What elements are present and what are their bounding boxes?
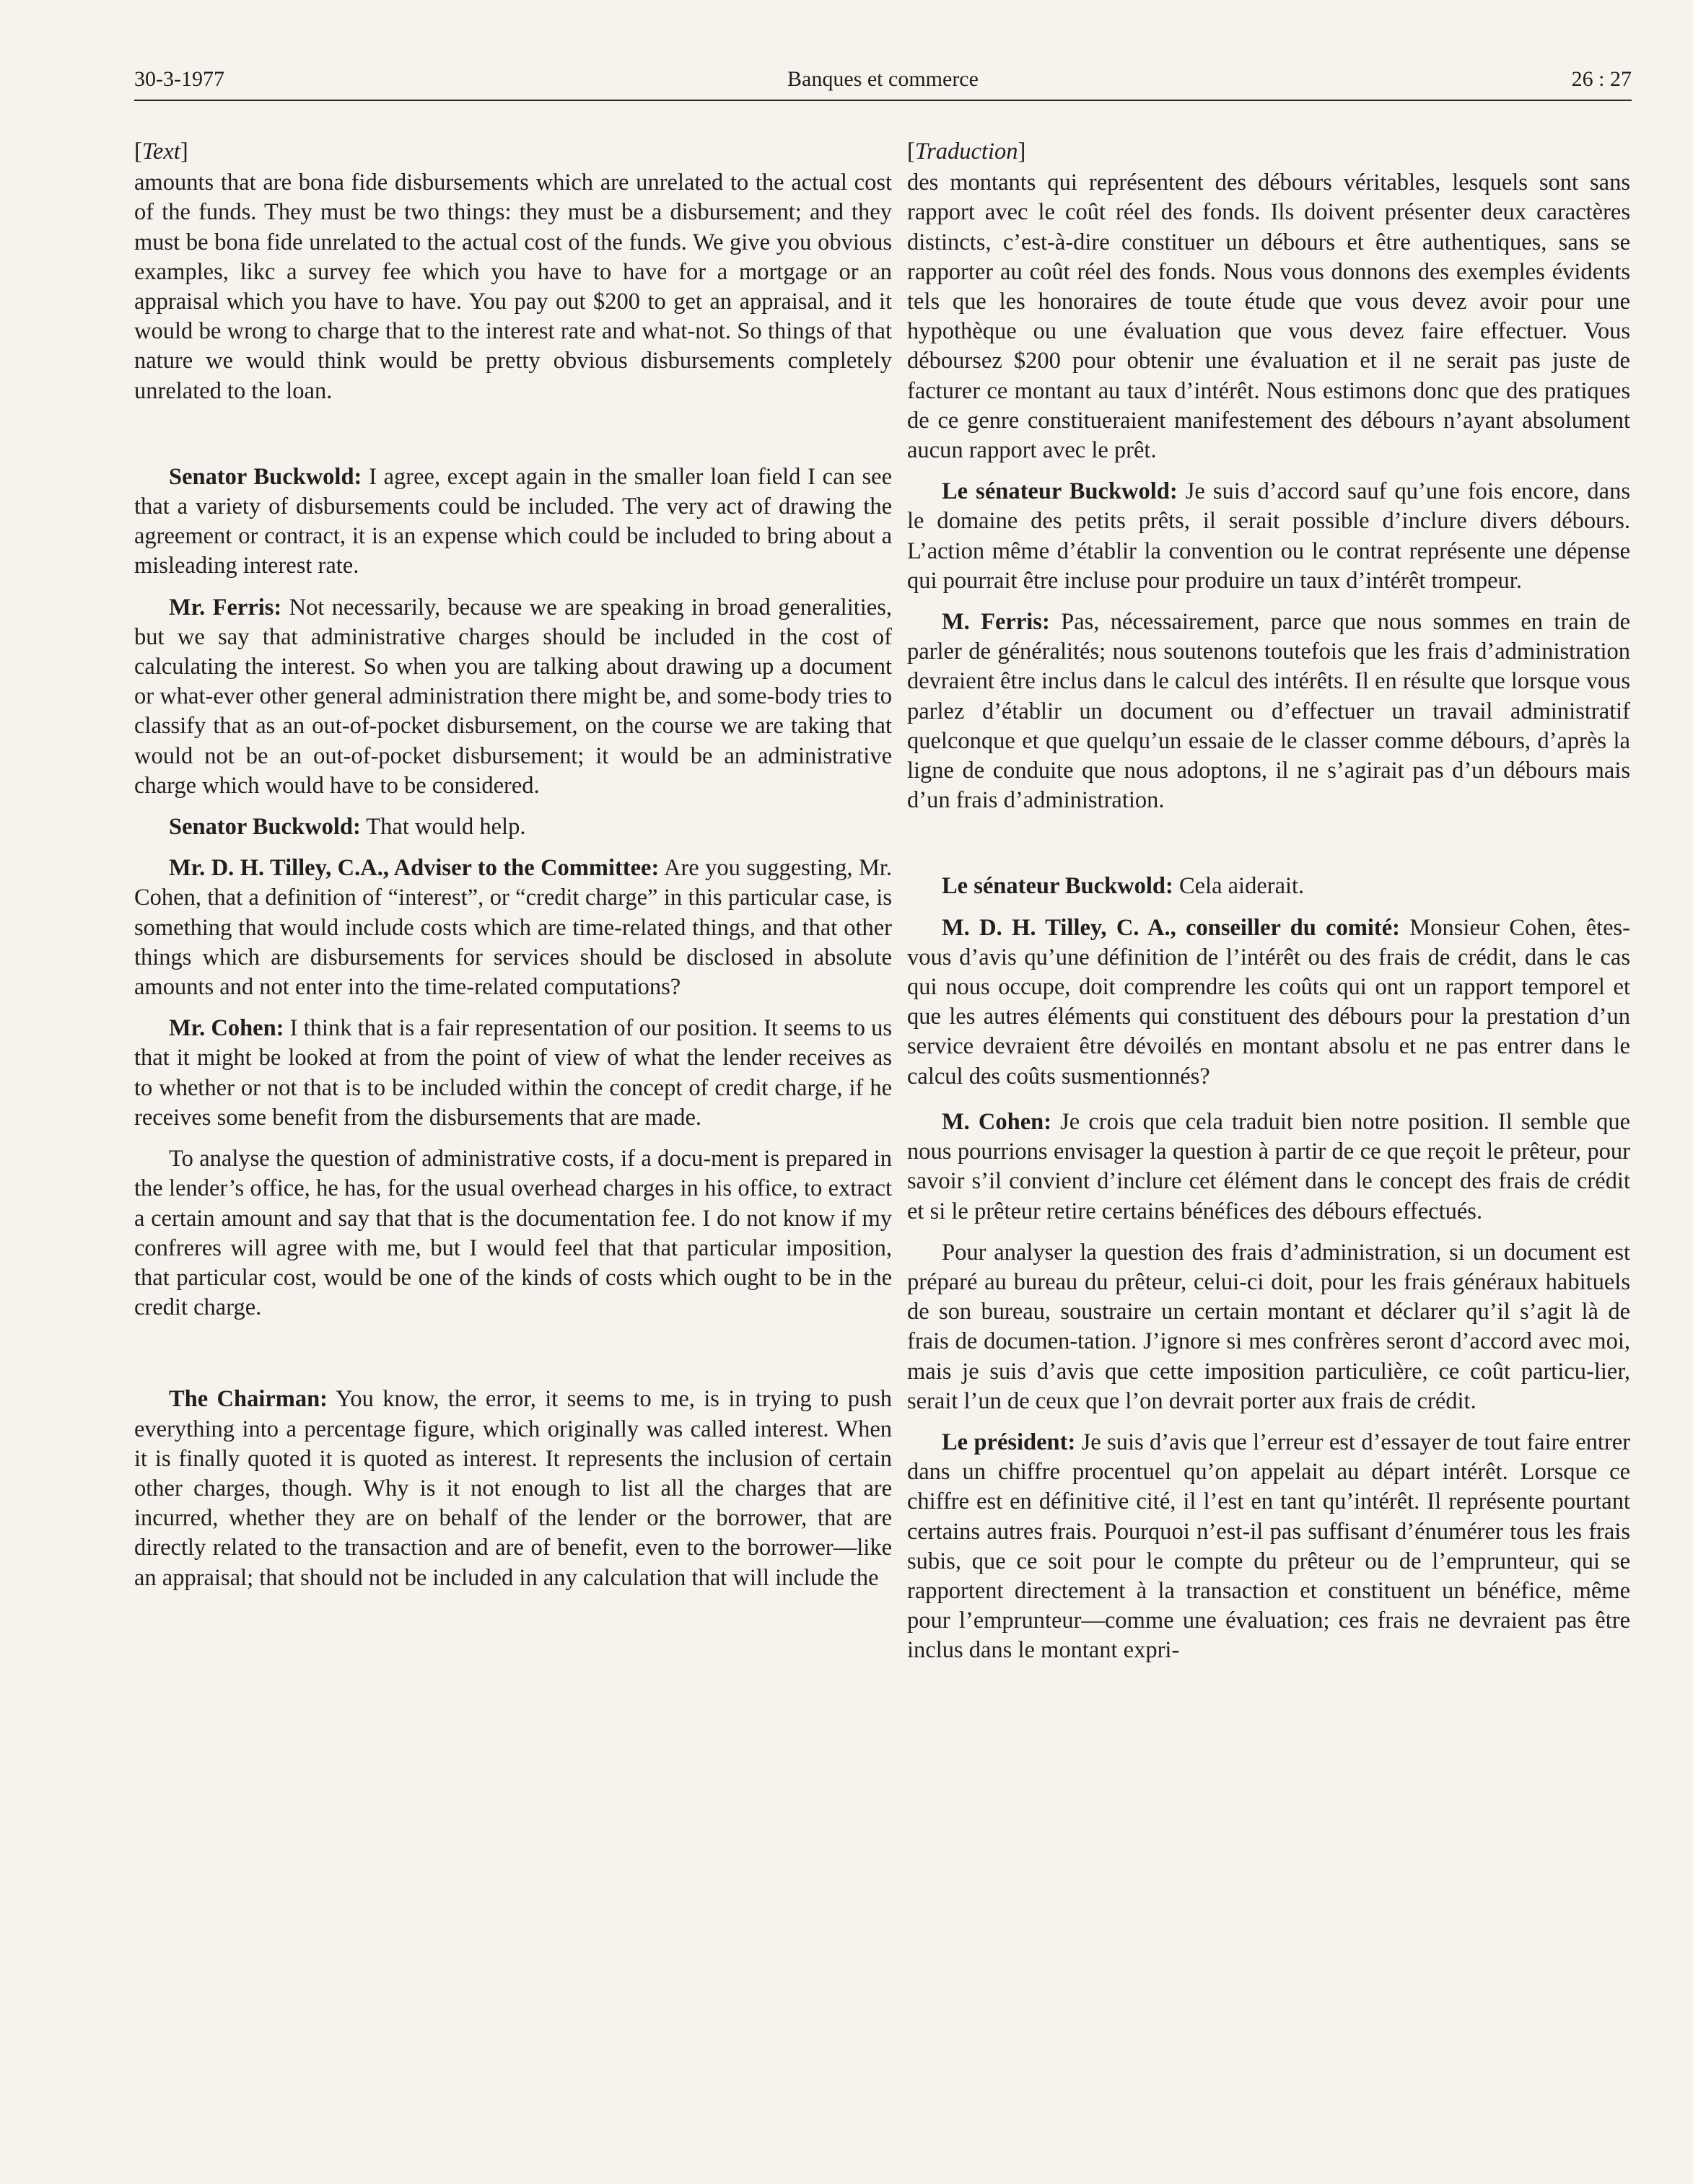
paragraph: M. Cohen: Je crois que cela traduit bien notre position. Il semble que nous pourrions envisager la question à partir de ce que reçoit le prêteur, pour savoir s’il convient d’inclure cet élément dans le concept des frais de crédit et si le prêteur retire certains bénéfices des débours effectués. [907,1108,1630,1224]
speaker-name: Mr. Ferris: [169,594,282,620]
paragraph: Le sénateur Buckwold: Cela aiderait. [942,873,1305,900]
speaker-name: Le président: [942,1429,1076,1455]
speaker-name: Mr. Cohen: [169,1015,284,1042]
paragraph: amounts that are bona fide disbursements which are unrelated to the actual cost of the funds. They must be two things: they must be a disbursement; and they must be bona fide unrelated to the actual cost of the funds. We give you obvious examples, likc a survey fee which you have to have for a mortgage or an appraisal which you have to have. You pay out $200 to get an appraisal, and it would be wrong to charge that to the interest rate and what-not. So things of that nature we would think would be pretty obvious disbursements completely unrelated to the loan. [134,170,892,404]
paragraph: Mr. D. H. Tilley, C.A., Adviser to the Committee: Are you suggesting, Mr. Cohen, that a definition of “interest”, or “credit charge” in this particular case, is something that would include costs which are time-related things, and that other things which are disbursements for services should be disclosed in absolute amounts and not enter into the time-related computations? [134,855,892,1001]
section-tag: [Text] [134,139,188,165]
paragraph: Senator Buckwold: That would help. [169,814,526,841]
paragraph: To analyse the question of administrative costs, if a docu-ment is prepared in the lender’s office, he has, for the usual overhead charges in his office, to extract a certain amount and say that that is the documentation fee. I do not know if my confreres will agree with me, but I would feel that that particular imposition, that particular cost, would be one of the kinds of costs which ought to be in the credit charge. [134,1146,892,1321]
left-column-english [134,137,892,1593]
paragraph: Le président: Je suis d’avis que l’erreur est d’essayer de tout faire entrer dans un chiffre procentuel qu’on appelait au départ intérêt. Lorsque ce chiffre est en définitive cité, il l’est en tant qu’intérêt. Il représente pourtant certains autres frais. Pourquoi n’est-il pas suffisant d’énumérer tous les frais subis, que ce soit pour le compte du prêteur ou de l’emprunteur, qui se rapportent directement à la transaction et constituent un bénéfice, même pour l’emprunteur—comme une évaluation; ces frais ne devraient pas être inclus dans le montant expri- [907,1429,1630,1664]
speaker-name: Le sénateur Buckwold: [942,478,1178,505]
paragraph: Le sénateur Buckwold: Je suis d’accord sauf qu’une fois encore, dans le domaine des petits prêts, il serait possible d’inclure divers débours. L’action même d’établir la convention ou le contrat représente une dépense qui pourrait être incluse pour produire un taux d’intérêt trompeur. [907,478,1630,594]
right-column-french [907,137,1630,1666]
paragraph: des montants qui représentent des débours véritables, lesquels sont sans rapport avec le coût réel des fonds. Ils doivent présenter deux caractères distincts, c’est-à-dire constituer un débours et être authentiques, sans se rapporter au coût réel des fonds. Nous vous donnons des exemples évidents tels que les honoraires de toute étude que vous devez avoir pour une hypothèque ou une évaluation que vous devez faire effectuer. Vous déboursez $200 pour obtenir une évaluation et il ne serait pas juste de facturer ce montant au taux d’intérêt. Nous estimons donc que des pratiques de ce genre constitueraient manifestement des débours n’ayant absolument aucun rapport avec le prêt. [907,170,1630,464]
speaker-name: M. Ferris: [942,609,1050,636]
speaker-name: Senator Buckwold: [169,463,362,490]
paragraph: M. D. H. Tilley, C. A., conseiller du comité: Monsieur Cohen, êtes-vous d’avis qu’une définition de l’intérêt ou des frais de crédit, dans le cas qui nous occupe, doit comprendre les coûts qui ont un rapport temporel et que les autres éléments qui constituent des débours pour la prestation d’un service devraient être dévoilés en montant absolu et ne pas entrer dans le calcul des coûts susmentionnés? [907,914,1631,1089]
header-title: Banques et commerce [787,67,979,91]
paragraph: Senator Buckwold: I agree, except again in the smaller loan field I can see that a variety of disbursements could be included. The very act of drawing the agreement or contract, it is an expense which could be included to bring about a misleading interest rate. [134,463,892,579]
paragraph: Mr. Cohen: I think that is a fair representation of our position. It seems to us that it might be looked at from the point of view of what the lender receives as to whether or not that is to be included within the concept of credit charge, if he receives some benefit from the disbursements that are made. [134,1015,892,1131]
speaker-name: M. D. H. Tilley, C. A., conseiller du comité: [942,914,1401,941]
speaker-name: M. Cohen: [942,1108,1052,1135]
speaker-name: Mr. D. H. Tilley, C.A., Adviser to the Committee: [169,855,660,882]
header-page-number: 26 : 27 [1571,67,1632,91]
paragraph: The Chairman: You know, the error, it seems to me, is in trying to push everything into a percentage figure, which originally was called interest. When it is finally quoted it is quoted as interest. It represents the inclusion of certain other charges, though. Why is it not enough to list all the charges that are incurred, whether they are on behalf of the lender or the borrower, that are directly related to the transaction and are of benefit, even to the borrower—like an appraisal; that should not be included in any calculation that will include the [134,1386,892,1591]
header-date: 30-3-1977 [134,67,224,91]
paragraph: Pour analyser la question des frais d’administration, si un document est préparé au bureau du prêteur, celui-ci doit, pour les frais généraux habituels de son bureau, soustraire un certain montant et déclarer qu’il s’agit là de frais de documen-tation. J’ignore si mes confrères seront d’accord avec moi, mais je suis d’avis que cette imposition particulière, ce coût particu-lier, serait l’un de ceux que l’on devrait porter aux frais de crédit. [907,1239,1630,1414]
paragraph: Mr. Ferris: Not necessarily, because we are speaking in broad generalities, but we say that administrative charges should be included in the cost of calculating the interest. So when you are talking about drawing up a document or what-ever other general administration there might be, and some-body tries to classify that as an out-of-pocket disbursement, on the course we are taking that would not be an out-of-pocket disbursement; it would be an administrative charge which would have to be considered. [134,594,893,799]
speaker-name: The Chairman: [169,1386,328,1413]
page-header [134,63,1632,101]
speaker-name: Senator Buckwold: [169,814,361,841]
section-tag: [Traduction] [907,139,1026,165]
speaker-name: Le sénateur Buckwold: [942,873,1173,900]
paragraph: M. Ferris: Pas, nécessairement, parce que nous sommes en train de parler de généralités; nous soutenons toutefois que les frais d’administration devraient être inclus dans le calcul des intérêts. Il en résulte que lorsque vous parlez d’établir un document ou d’effectuer un travail administratif quelconque et que quelqu’un essaie de le classer comme débours, d’après la ligne de conduite que nous adoptons, il ne s’agirait pas d’un débours mais d’un frais d’administration. [907,609,1631,814]
